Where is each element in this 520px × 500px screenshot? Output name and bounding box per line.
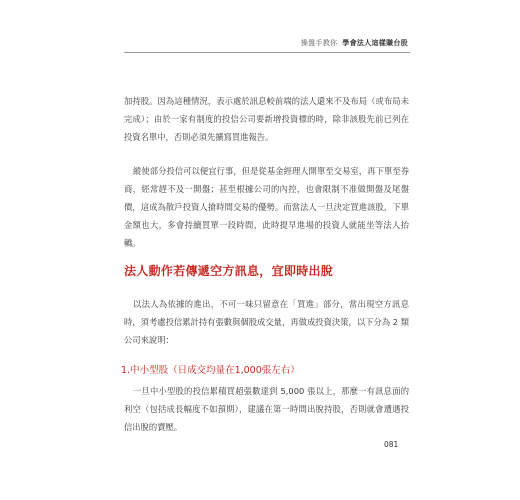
section-heading: 法人動作若傳遞空方訊息，宜即時出脫 [124, 264, 334, 278]
page-number: 081 [384, 440, 399, 449]
paragraph-small-mid-cap: 一旦中小型股的投信累積買超張數達到 5,000 張以上，那麼一有訊息面的利空（包括成長幅度不如預期），建議在第一時間出脫持股，否則就會遭遇投信出脫的賣壓。 [124, 386, 409, 432]
paragraph-continuation: 加持股。因為這種情況，表示處於訊息較前端的法人還來不及布局（或布局未完成）；由於一家有制度的投信公司要新增投資標的時，除非該股先前已列在投資名單中，否則必須先擴寫買進報告。 [124, 96, 409, 142]
header-divider [124, 52, 410, 53]
book-title: 學會法人這樣賺台股 [342, 39, 408, 47]
paragraph-bearish-signal: 以法人為依據的進出，不可一味只留意在「買進」部分，當出現空方訊息時，須考慮投信累計持有張數與個股成交量，再做成投資決策，以下分為 2 類公司來說明： [124, 299, 409, 345]
subsection-heading: 1.中小型股（日成交均量在1,000張左右） [121, 365, 300, 376]
series-name: 操盤手教你 [300, 39, 338, 47]
paragraph-order-timing: 縱使部分投信可以便宜行事，但是從基金經理人開單至交易室，再下單至券商，經常趕不及一開盤；甚至根據公司的內控，也會限制不准做開盤及尾盤價，這成為散戶投資人搶時間交易的優勢。而當法人一旦決定買進該股，下單金額也大，多會持續買單一段時間，此時提早進場的投資人就能坐等法人抬轎。 [124, 166, 409, 248]
running-header [301, 38, 408, 48]
